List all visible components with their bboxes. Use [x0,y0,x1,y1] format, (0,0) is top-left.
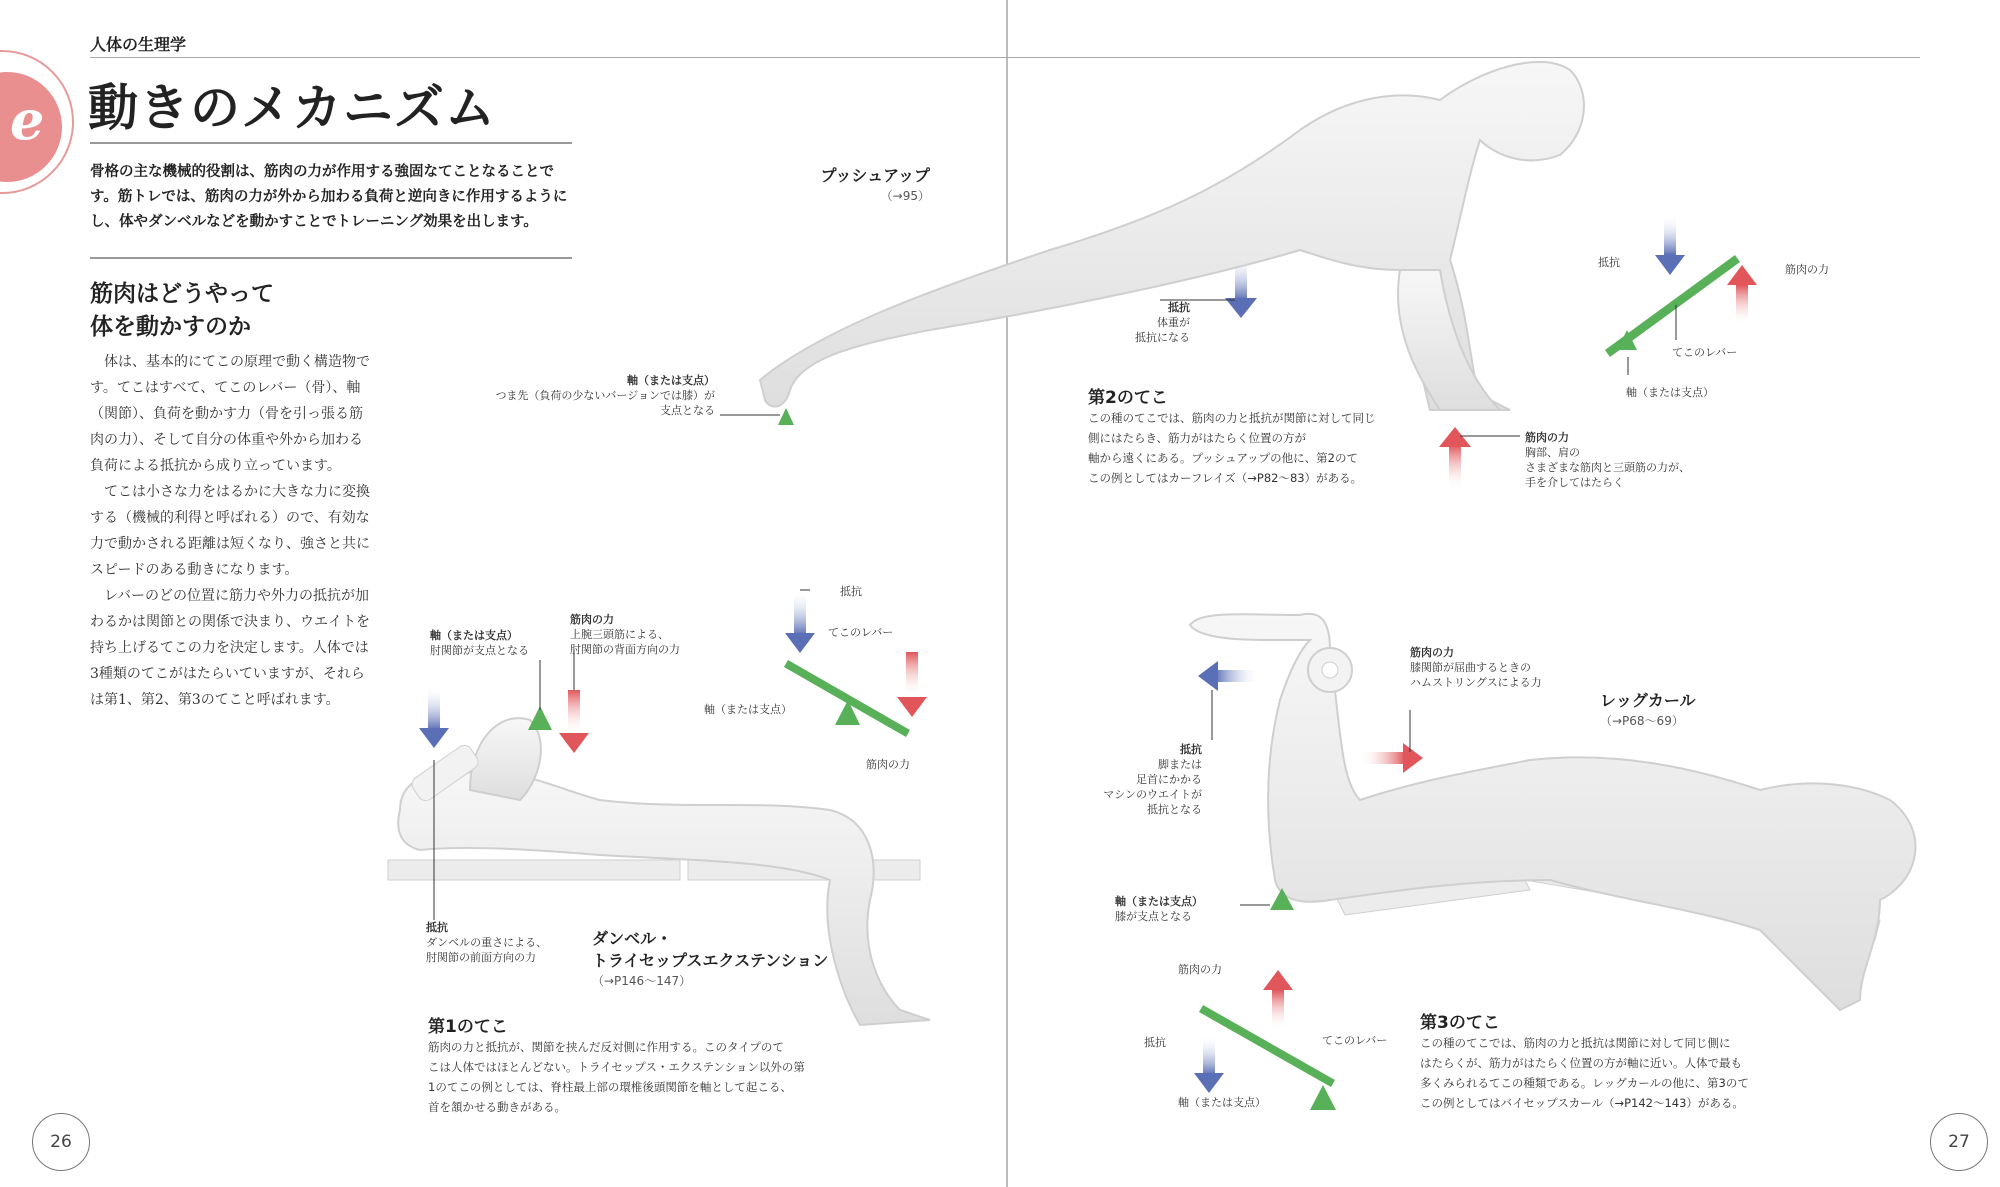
legcurl-muscle-line-2: ハムストリングスによる力 [1410,676,1542,689]
lever1-pivot-label: 軸（または支点） [704,703,792,716]
subheading-line-1: 筋肉はどうやって [90,281,274,307]
legcurl-resist-line-2: 足首にかかる [1136,773,1202,786]
pushup-pivot-line-1: つま先（負荷の少ないバージョンでは膝）が [495,389,715,402]
pushup-pivot-annotation [470,373,715,418]
pushup-pivot-title: 軸（または支点） [627,374,715,387]
lever1-text [428,1012,808,1117]
lever3-line-2: はたらくが、筋力がはたらく位置の方が軸に近い。人体で最も [1420,1056,1742,1070]
lever1-muscle-label: 筋肉の力 [866,758,910,771]
legcurl-muscle-title: 筋肉の力 [1410,646,1454,659]
pushup-muscle-title: 筋肉の力 [1525,431,1569,444]
legcurl-title: レッグカール [1600,691,1696,710]
lever3-pivot-label: 軸（または支点） [1178,1096,1266,1109]
lever2-line-3: この例としてはカーフレイズ（→P82〜83）がある。 [1088,471,1363,485]
pushup-muscle-annotation [1525,430,1725,490]
triceps-pivot-annotation [430,628,560,658]
legcurl-ref: （→P68〜69） [1600,714,1684,728]
legcurl-resist-title: 抵抗 [1180,743,1202,756]
triceps-resist-line-2: 肘関節の前面方向の力 [426,951,536,964]
pushup-resist-annotation [1090,300,1190,345]
lever3-muscle-label: 筋肉の力 [1178,963,1222,976]
pushup-resist-line-2: 抵抗になる [1135,331,1190,344]
lever3-lever-label: てこのレバー [1322,1034,1388,1047]
triceps-pivot-line-1: 肘関節が支点となる [430,644,529,657]
chapter-badge-letter: e [10,88,45,152]
triceps-label [592,928,842,989]
pushup-resist-line-1: 体重が [1157,316,1190,329]
lever1-diagram [784,590,927,737]
lever2-lever-label: てこのレバー [1672,346,1738,359]
legcurl-pivot-annotation [1115,894,1240,924]
pushup-title: プッシュアップ [820,166,930,185]
pushup-muscle-line-2: さまざまな筋肉と三頭筋の力が、 [1525,461,1690,474]
pushup-resist-title: 抵抗 [1168,301,1190,314]
legcurl-resist-arrow [1198,661,1260,691]
pushup-ref: （→95） [880,189,930,203]
lever3-line-1: この種のてこでは、筋肉の力と抵抗は関節に対して同じ側に [1420,1036,1731,1050]
lever2-muscle-label: 筋肉の力 [1785,263,1829,276]
lever1-line-1: 筋肉の力と抵抗が、関節を挟んだ反対側に作用する。このタイプのて [428,1040,784,1054]
lever3-text [1420,1008,1780,1113]
lever2-resist-label: 抵抗 [1598,256,1620,269]
lever3-title: 第3のてこ [1420,1013,1500,1033]
page-title: 動きのメカニズム [88,79,496,137]
body-paragraph-1: 体は、基本的にてこの原理で動く構造物です。てこはすべて、てこのレバー（骨）、軸（関節）、負荷を動かす力（骨を引っ張る筋肉の力）、そして自分の体重や外から加わる負荷による抵抗から成り立っています。 [90,354,370,474]
triceps-muscle-line-2: 肘関節の背面方向の力 [570,643,680,656]
lever3-line-4: この例としてはバイセップスカール（→P142〜143）がある。 [1420,1096,1744,1110]
triceps-resist-arrow [419,685,449,748]
body-paragraph-3: レバーのどの位置に筋力や外力の抵抗が加わるかは関節との関係で決まり、ウエイトを持ち上げるてこの力を決定します。人体では3種類のてこがはたらいていますが、それらは第1、第2、第3のてこと呼ばれます。 [90,588,370,708]
triceps-resist-annotation [426,920,566,965]
lever1-title: 第1のてこ [428,1017,508,1037]
body-paragraph-2: てこは小さな力をはるかに大きな力に変換する（機械的利得と呼ばれる）ので、有効な力で動かされる距離は短くなり、強さと共にスピードのある動きになります。 [90,484,370,578]
legcurl-pivot-title: 軸（または支点） [1115,895,1203,908]
triceps-title-1: ダンベル・ [592,929,673,948]
legcurl-resist-line-3: マシンのウエイトが [1103,788,1202,801]
subheading-line-2: 体を動かすのか [90,314,251,340]
triceps-muscle-annotation [570,612,720,657]
triceps-title-2: トライセップスエクステンション [592,951,829,970]
pushup-figure [760,62,1584,410]
triceps-pivot-title: 軸（または支点） [430,629,518,642]
lead-paragraph: 骨格の主な機械的役割は、筋肉の力が作用する強固なてことなることです。筋トレでは、筋肉の力が外から加わる負荷と逆向きに作用するようにし、体やダンベルなどを動かすことでトレーニング効果を出します。 [90,164,568,230]
legcurl-muscle-annotation [1410,645,1570,690]
pushup-muscle-line-3: 手を介してはたらく [1525,476,1624,489]
lever1-line-2: こは人体ではほとんどない。トライセップス・エクステンション以外の第 [428,1060,805,1074]
lever3-pivot [1310,1085,1336,1110]
section-label: 人体の生理学 [90,35,187,54]
legcurl-resist-line-4: 抵抗となる [1147,803,1202,816]
triceps-resist-line-1: ダンベルの重さによる、 [426,936,548,949]
lever2-text [1088,383,1378,488]
legcurl-resist-annotation [1080,742,1202,817]
lever2-title: 第2のてこ [1088,388,1168,408]
lever1-resist-label: 抵抗 [840,585,862,598]
legcurl-label [1600,690,1696,729]
legcurl-resist-line-1: 脚または [1158,758,1202,771]
lever3-diagram [1194,970,1336,1110]
triceps-ref: （→P146〜147） [592,974,692,988]
lever3-line-3: 多くみられるてこの種類である。レッグカールの他に、第3のて [1420,1076,1749,1090]
page-number-right: 27 [1930,1113,1988,1171]
pushup-label [820,165,930,204]
pushup-muscle-line-1: 胸部、肩の [1525,446,1580,459]
legcurl-pivot-line-1: 膝が支点となる [1115,910,1192,923]
page-number-left: 26 [32,1113,90,1171]
lever2-line-1: この種のてこでは、筋肉の力と抵抗が関節に対して同じ側にはたらき、筋力がはたらく位置の方が [1088,411,1376,445]
pushup-pivot-line-2: 支点となる [660,404,715,417]
pushup-pivot-marker [778,408,794,425]
legcurl-muscle-arrow [1360,743,1423,773]
legcurl-muscle-line-1: 膝関節が屈曲するときの [1410,661,1531,674]
lever1-line-3: 1のてこの例としては、脊柱最上部の環椎後頭関節を軸として起こる、 [428,1080,792,1094]
triceps-muscle-title: 筋肉の力 [570,613,614,626]
lever1-line-4: 首を頷かせる動きがある。 [428,1100,566,1114]
lever3-resist-label: 抵抗 [1144,1036,1166,1049]
lever2-pivot-label: 軸（または支点） [1626,386,1714,399]
lever2-line-2: 軸から遠くにある。プッシュアップの他に、第2のて [1088,451,1358,465]
triceps-resist-title: 抵抗 [426,921,448,934]
lever1-lever-label: てこのレバー [828,626,894,639]
triceps-muscle-arrow [559,690,589,753]
triceps-muscle-line-1: 上腕三頭筋による、 [570,628,669,641]
